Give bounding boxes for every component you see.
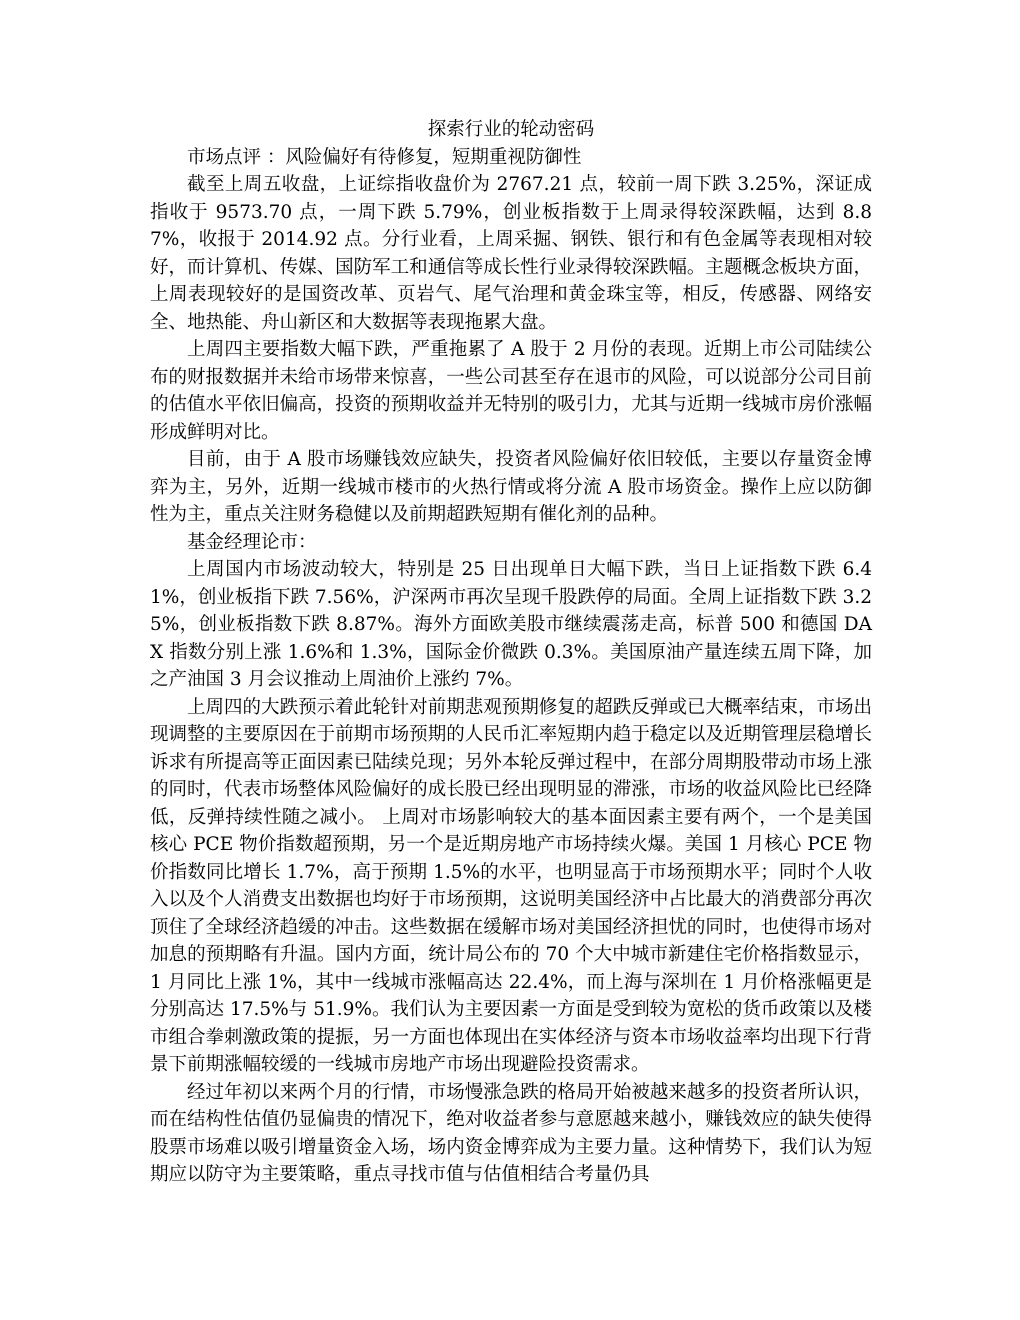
paragraph-current-outlook: 目前，由于 A 股市场赚钱效应缺失，投资者风险偏好依旧较低，主要以存量资金博弈为主，另外，近期一线城市楼市的火热行情或将分流 A 股市场资金。操作上应以防御性为主，重点关注财务稳健以及前期超跌短期有催化剂的品种。 <box>150 449 872 525</box>
document-page <box>150 116 872 1189</box>
paragraph-thursday-drop: 上周四主要指数大幅下跌，严重拖累了 A 股于 2 月份的表现。近期上市公司陆续公布的财报数据并未给市场带来惊喜，一些公司甚至存在退市的风险，可以说部分公司目前的估值水平依旧偏高，投资的预期收益并无特别的吸引力，尤其与近期一线城市房价涨幅形成鲜明对比。 <box>150 339 872 443</box>
section-heading-fund-manager: 基金经理论市： <box>187 531 317 553</box>
section-heading-market-review: 市场点评 ：风险偏好有待修复，短期重视防御性 <box>187 146 582 168</box>
paragraph-market-volatility: 上周国内市场波动较大，特别是 25 日出现单日大幅下跌，当日上证指数下跌 6.41%，创业板指下跌 7.56%，沪深两市再次呈现千股跌停的局面。全周上证指数下跌 3.25%，创业板指数下跌 8.87%。海外方面欧美股市继续震荡走高，标普 500 和德国 DAX 指数分别上涨 1.6%和 1.3%，国际金价微跌 0.3%。美国原油产量连续五周下降，加之产油国 3 月会议推动上周油价上涨约 7%。 <box>150 559 872 690</box>
paragraph-rebound-analysis: 上周四的大跌预示着此轮针对前期悲观预期修复的超跌反弹或已大概率结束，市场出现调整的主要原因在于前期市场预期的人民币汇率短期内趋于稳定以及近期管理层稳增长诉求有所提高等正面因素已陆续兑现；另外本轮反弹过程中，在部分周期股带动市场上涨的同时，代表市场整体风险偏好的成长股已经出现明显的滞涨，市场的收益风险比已经降低，反弹持续性随之减小。 上周对市场影响较大的基本面因素主要有两个，一个是美国核心 PCE 物价指数超预期，另一个是近期房地产市场持续火爆。美国 1 月核心 PCE 物价指数同比增长 1.7%，高于预期 1.5%的水平，也明显高于市场预期水平；同时个人收入以及个人消费支出数据也均好于市场预期，这说明美国经济中占比最大的消费部分再次顶住了全球经济趋缓的冲击。这些数据在缓解市场对美国经济担忧的同时，也使得市场对加息的预期略有升温。国内方面，统计局公布的 70 个大中城市新建住宅价格指数显示，1 月同比上涨 1%，其中一线城市涨幅高达 22.4%，而上海与深圳在 1 月价格涨幅更是分别高达 17.5%与 51.9%。我们认为主要因素一方面是受到较为宽松的货币政策以及楼市组合拳刺激政策的提振，另一方面也体现出在实体经济与资本市场收益率均出现下行背景下前期涨幅较缓的一线城市房地产市场出现避险投资需求。 <box>150 696 872 1075</box>
paragraph-weekly-close: 截至上周五收盘，上证综指收盘价为 2767.21 点，较前一周下跌 3.25%，深证成指收于 9573.70 点，一周下跌 5.79%，创业板指数于上周录得较深跌幅，达到 8.87%，收报于 2014.92 点。分行业看，上周采掘、钢铁、银行和有色金属等表现相对较好，而计算机、传媒、国防军工和通信等成长性行业录得较深跌幅。主题概念板块方面，上周表现较好的是国资改革、页岩气、尾气治理和黄金珠宝等，相反，传感器、网络安全、地热能、舟山新区和大数据等表现拖累大盘。 <box>150 174 872 333</box>
paragraph-strategy: 经过年初以来两个月的行情，市场慢涨急跌的格局开始被越来越多的投资者所认识，而在结构性估值仍显偏贵的情况下，绝对收益者参与意愿越来越小，赚钱效应的缺失使得股票市场难以吸引增量资金入场，场内资金博弈成为主要力量。这种情势下，我们认为短期应以防守为主要策略，重点寻找市值与估值相结合考量仍具 <box>150 1081 872 1185</box>
document-title: 探索行业的轮动密码 <box>427 119 595 140</box>
